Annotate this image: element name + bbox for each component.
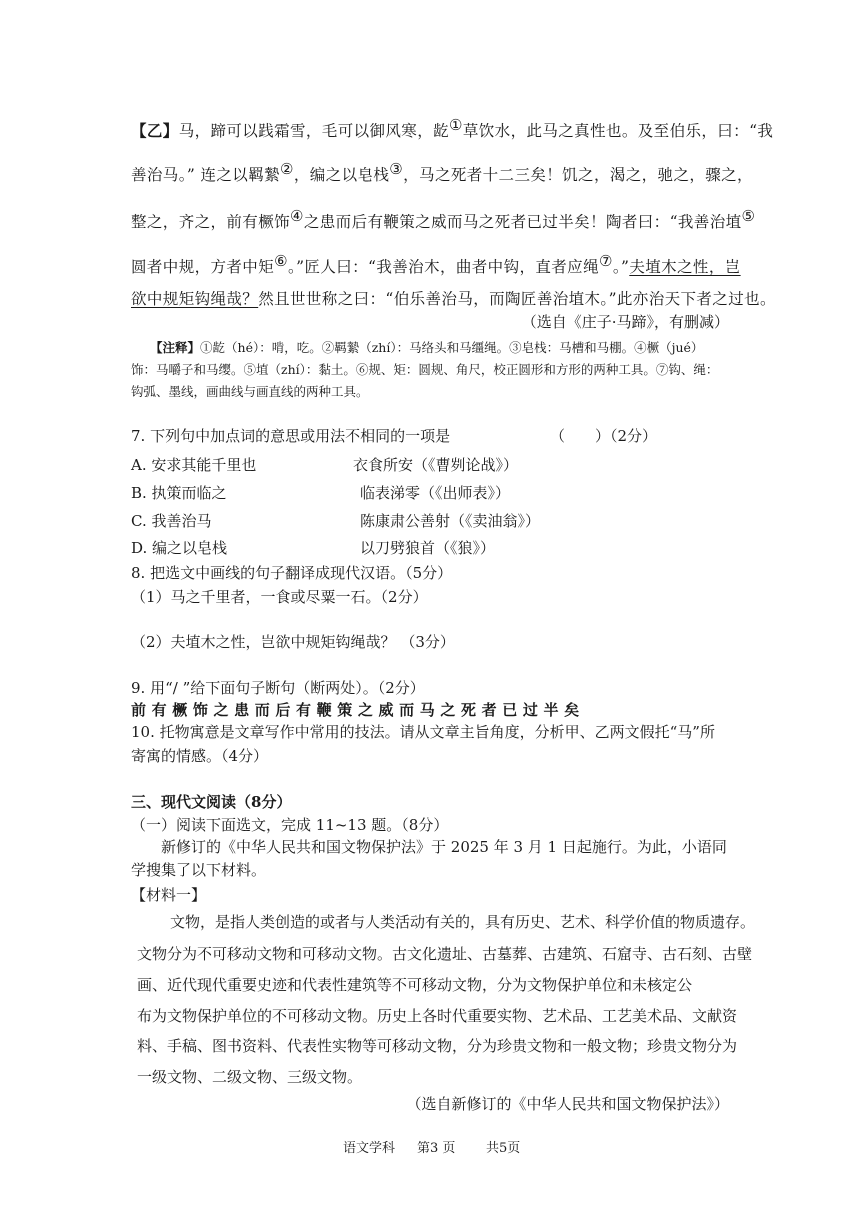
question-8-sub-1: （1）马之千里者，一食或尽粟一石。（2分） [131,588,428,606]
q7-option-a-compare: 衣食所安（《曹刿论战》） [353,456,519,474]
q7-option-b: B. 执策而临之 [131,484,227,502]
notes-line-2: 饰：马嚼子和马缨。⑤埴（zhí）：黏土。⑥规、矩：圆规、角尺，校正圆形和方形的两种工具。⑦钩、绳： [131,362,719,377]
passage-line-1: 【乙】马，蹄可以践霜雪，毛可以御风寒，龁①草饮水，此马之真性也。及至伯乐，曰：“我 [131,115,774,140]
note-marker-3: ③ [389,159,404,178]
question-10-line-1: 10. 托物寓意是文章写作中常用的技法。请从文章主旨角度，分析甲、乙两文假托“马”所 [131,723,715,741]
passage-source: （选自《庄子·马蹄》，有删减） [521,313,729,331]
material-1-line-2: 文物分为不可移动文物和可移动文物。古文化遗址、古墓葬、古建筑、石窟寺、古石刻、古壁 [137,945,753,963]
underlined-sentence-part2: 欲中规矩钩绳哉？ [131,290,259,308]
material-1-line-1: 文物，是指人类创造的或者与人类活动有关的，具有历史、艺术、科学价值的物质遗存。 [170,913,756,931]
note-marker-7: ⑦ [598,251,613,270]
note-marker-5: ⑤ [741,206,756,225]
q7-option-b-compare: 临表涕零（《出师表》） [360,484,511,502]
q7-option-d-compare: 以刀劈狼首（《狼》） [360,539,496,557]
question-7-answer-blank[interactable]: （ ）（2分） [550,427,658,445]
note-marker-4: ④ [290,206,304,225]
footer-total: 共5页 [486,1141,521,1156]
question-9-stem: 9. 用“/ ”给下面句子断句（断两处）。（2分） [131,679,425,697]
note-marker-2: ② [280,159,294,178]
q7-option-d: D. 编之以皂栈 [131,539,228,557]
question-8-sub-2: （2）夫埴木之性，岂欲中规矩钩绳哉？ （3分） [131,633,455,651]
q7-option-c-compare: 陈康肃公善射（《卖油翁》） [360,512,541,530]
material-1-line-4: 布为文物保护单位的不可移动文物。历史上各时代重要实物、艺术品、工艺美术品、文献资 [137,1007,738,1025]
material-1-source: （选自新修订的《中华人民共和国文物保护法》） [406,1095,729,1113]
question-8-stem: 8. 把选文中画线的句子翻译成现代汉语。（5分） [131,564,453,582]
section-3-intro-2: 学搜集了以下材料。 [131,861,267,879]
material-1-label: 【材料一】 [131,886,207,904]
footer-subject: 语文学科 [343,1141,396,1156]
passage-line-5: 欲中规矩钩绳哉？然且世世称之曰：“伯乐善治马，而陶匠善治埴木。”此亦治天下者之过也。 [131,290,776,308]
section-3-title: 三、现代文阅读（8分） [131,793,292,811]
passage-line-2: 善治马。” 连之以羁縶②，编之以皂栈③，马之死者十二三矣！饥之，渴之，驰之，骤之， [131,159,753,184]
notes-label: 【注释】 [150,340,201,355]
notes-line-3: 钩弧、墨线，画曲线与画直线的两种工具。 [131,384,369,399]
note-marker-6: ⑥ [274,251,288,270]
q7-option-c: C. 我善治马 [131,512,212,530]
section-3-subtitle: （一）阅读下面选文，完成 11~13 题。（8分） [131,816,449,834]
passage-line-4: 圆者中规，方者中矩⑥。”匠人曰：“我善治木，曲者中钩，直者应绳⑦。”夫埴木之性，岂 [131,251,741,276]
notes-line-1: 【注释】①龁（hé）：啃，吃。②羁縶（zhí）：马络头和马缰绳。③皂栈：马槽和马棚。④橛（jué） [150,340,704,355]
material-1-line-3: 画、近代现代重要史迹和代表性建筑等不可移动文物，分为文物保护单位和未核定公 [137,976,693,994]
section-3-intro-1: 新修订的《中华人民共和国文物保护法》于 2025 年 3 月 1 日起施行。为此，小语同 [161,838,727,856]
material-1-line-5: 料、手稿、图书资料、代表性实物等可移动文物，分为珍贵文物和一般文物；珍贵文物分为 [137,1037,738,1055]
passage-label: 【乙】 [131,121,179,140]
question-9-sentence: 前 有 橛 饰 之 患 而 后 有 鞭 策 之 威 而 马 之 死 者 已 过 半 矣 [131,701,580,719]
underlined-sentence-part1: 夫埴木之性，岂 [629,258,741,276]
question-10-line-2: 寄寓的情感。（4分） [131,747,269,765]
q7-option-a: A. 安求其能千里也 [131,456,257,474]
footer-page: 第3 页 [417,1141,456,1156]
passage-line-3: 整之，齐之，前有橛饰④之患而后有鞭策之威而马之死者已过半矣！陶者曰：“我善治埴⑤ [131,206,756,231]
note-marker-1: ① [449,115,463,134]
question-7-stem: 7. 下列句中加点词的意思或用法不相同的一项是 [131,427,451,445]
material-1-line-6: 一级文物、二级文物、三级文物。 [137,1068,363,1086]
